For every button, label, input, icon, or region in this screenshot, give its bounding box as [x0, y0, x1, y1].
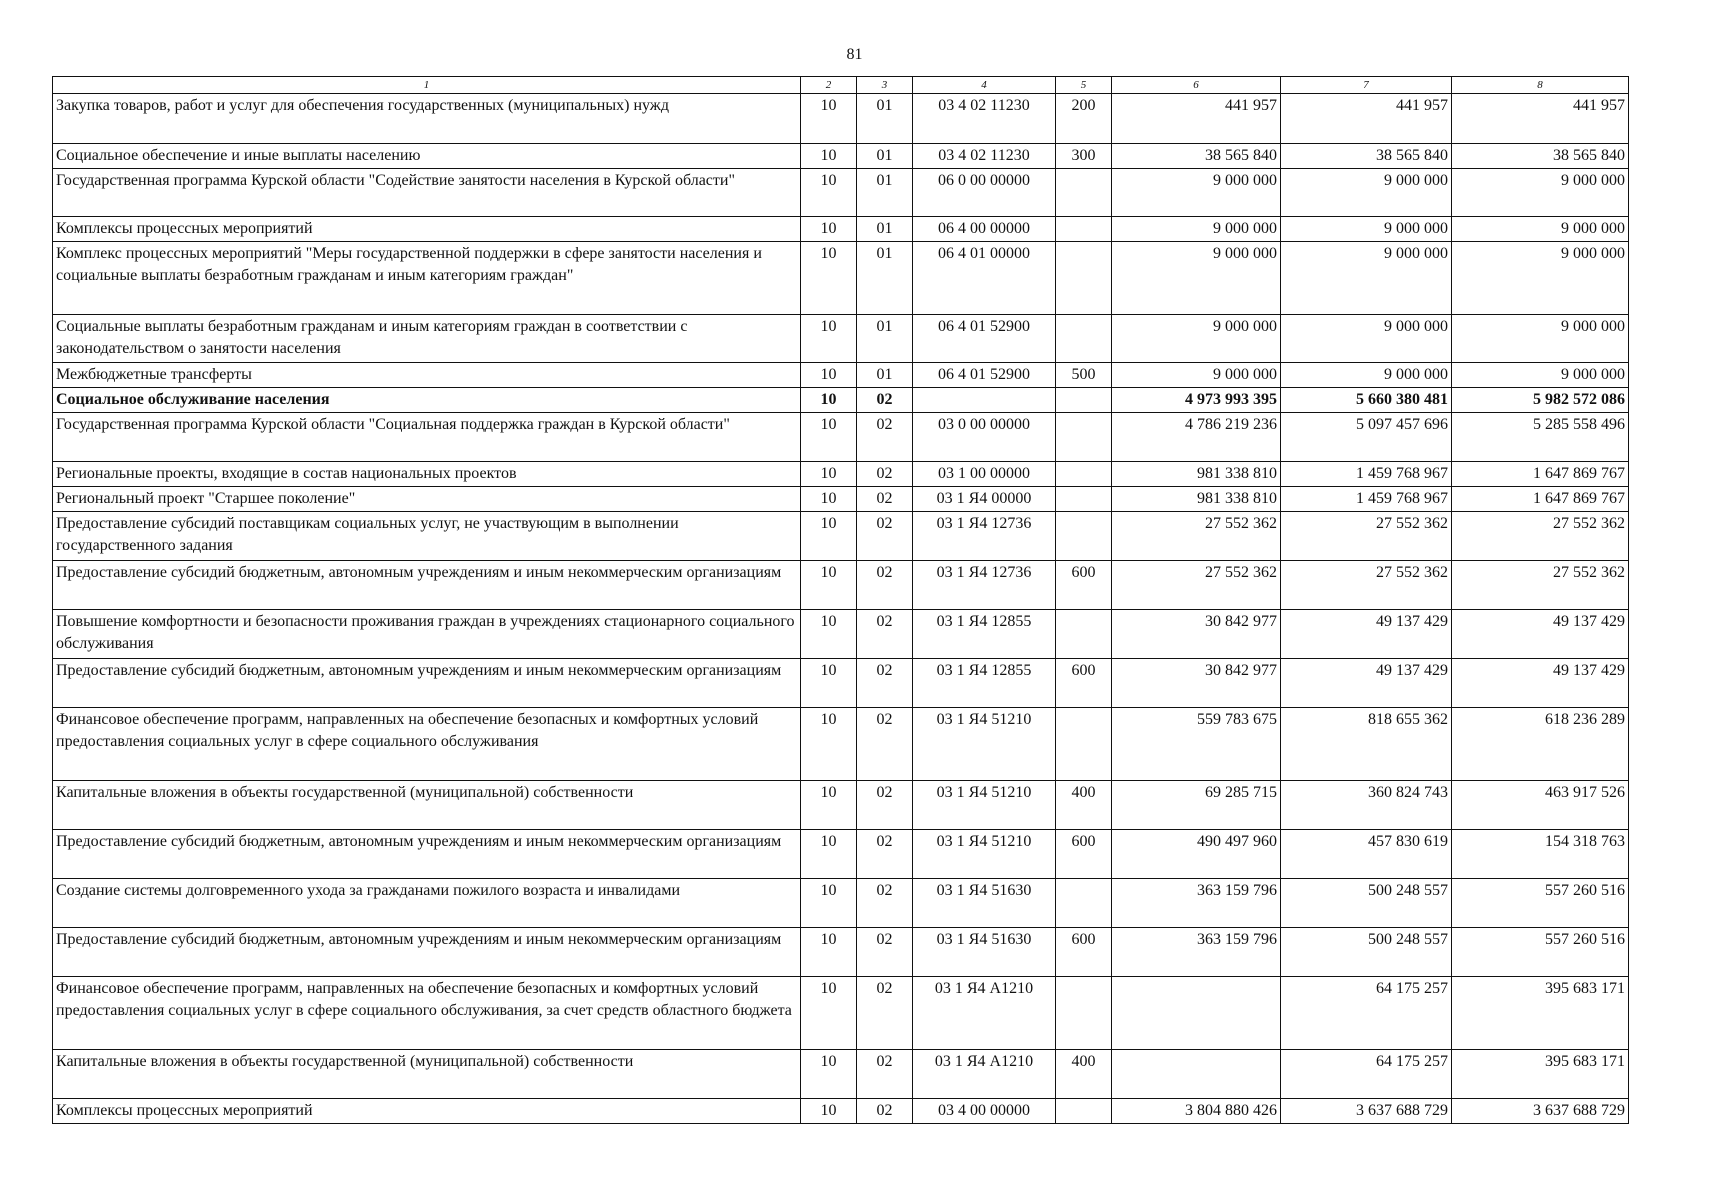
subsection-code: 02: [857, 487, 913, 512]
target-article-code: 06 4 01 00000: [913, 242, 1056, 315]
expense-type-code: 600: [1056, 561, 1112, 610]
expense-type-code: 300: [1056, 144, 1112, 169]
section-code: 10: [801, 413, 857, 462]
table-row: [53, 1050, 1629, 1099]
table-row: [53, 561, 1629, 610]
amount-col-6: 9 000 000: [1112, 315, 1281, 363]
column-header: 7: [1281, 77, 1452, 94]
target-article-code: 03 1 Я4 51210: [913, 781, 1056, 830]
item-name: Государственная программа Курской области "Содействие занятости населения в Курской области": [53, 169, 801, 217]
expense-type-code: [1056, 512, 1112, 561]
column-header: 8: [1452, 77, 1629, 94]
amount-col-7: 9 000 000: [1281, 363, 1452, 388]
item-name: Межбюджетные трансферты: [53, 363, 801, 388]
item-name: Предоставление субсидий бюджетным, автономным учреждениям и иным некоммерческим организациям: [53, 659, 801, 708]
expense-type-code: [1056, 487, 1112, 512]
section-code: 10: [801, 928, 857, 977]
section-code: 10: [801, 169, 857, 217]
item-name: Капитальные вложения в объекты государственной (муниципальной) собственности: [53, 1050, 801, 1099]
section-code: 10: [801, 94, 857, 144]
page-number: 81: [846, 46, 863, 63]
item-name: Региональные проекты, входящие в состав национальных проектов: [53, 462, 801, 487]
expense-type-code: 600: [1056, 659, 1112, 708]
target-article-code: 06 4 01 52900: [913, 363, 1056, 388]
subsection-code: 02: [857, 1099, 913, 1124]
target-article-code: 03 1 Я4 А1210: [913, 1050, 1056, 1099]
amount-col-6: 363 159 796: [1112, 879, 1281, 928]
item-name: Комплекс процессных мероприятий "Меры государственной поддержки в сфере занятости населения и социальные выплаты безработным гражданам и иным категориям граждан": [53, 242, 801, 315]
target-article-code: 03 1 Я4 51630: [913, 879, 1056, 928]
table-row: [53, 144, 1629, 169]
item-name: Создание системы долговременного ухода за гражданами пожилого возраста и инвалидами: [53, 879, 801, 928]
item-name: Социальные выплаты безработным гражданам и иным категориям граждан в соответствии с законодательством о занятости населения: [53, 315, 801, 363]
subsection-code: 02: [857, 830, 913, 879]
amount-col-6: 4 786 219 236: [1112, 413, 1281, 462]
amount-col-8: 9 000 000: [1452, 242, 1629, 315]
amount-col-6: 559 783 675: [1112, 708, 1281, 781]
table-header-row: [53, 77, 1629, 94]
section-code: 10: [801, 363, 857, 388]
table-row: [53, 830, 1629, 879]
subsection-code: 01: [857, 169, 913, 217]
subsection-code: 01: [857, 363, 913, 388]
amount-col-6: 981 338 810: [1112, 487, 1281, 512]
expense-type-code: 200: [1056, 94, 1112, 144]
target-article-code: 03 1 Я4 51210: [913, 830, 1056, 879]
amount-col-6: 9 000 000: [1112, 217, 1281, 242]
section-code: 10: [801, 561, 857, 610]
item-name: Социальное обслуживание населения: [53, 388, 801, 413]
amount-col-7: 5 660 380 481: [1281, 388, 1452, 413]
amount-col-7: 9 000 000: [1281, 169, 1452, 217]
target-article-code: 03 1 Я4 12736: [913, 561, 1056, 610]
amount-col-8: 5 982 572 086: [1452, 388, 1629, 413]
amount-col-7: 500 248 557: [1281, 928, 1452, 977]
item-name: Предоставление субсидий бюджетным, автономным учреждениям и иным некоммерческим организациям: [53, 928, 801, 977]
target-article-code: 03 1 Я4 51210: [913, 708, 1056, 781]
amount-col-8: 9 000 000: [1452, 363, 1629, 388]
expense-type-code: [1056, 388, 1112, 413]
subsection-code: 02: [857, 462, 913, 487]
amount-col-7: 27 552 362: [1281, 561, 1452, 610]
item-name: Повышение комфортности и безопасности проживания граждан в учреждениях стационарного социального обслуживания: [53, 610, 801, 659]
expense-type-code: [1056, 708, 1112, 781]
subsection-code: 01: [857, 217, 913, 242]
expense-type-code: [1056, 610, 1112, 659]
item-name: Капитальные вложения в объекты государственной (муниципальной) собственности: [53, 781, 801, 830]
section-code: 10: [801, 1099, 857, 1124]
subsection-code: 01: [857, 144, 913, 169]
subsection-code: 02: [857, 928, 913, 977]
item-name: Государственная программа Курской области "Социальная поддержка граждан в Курской области": [53, 413, 801, 462]
amount-col-8: 395 683 171: [1452, 1050, 1629, 1099]
expense-type-code: [1056, 169, 1112, 217]
column-header: 4: [913, 77, 1056, 94]
table-row: [53, 928, 1629, 977]
expense-type-code: [1056, 217, 1112, 242]
amount-col-8: 9 000 000: [1452, 169, 1629, 217]
amount-col-7: 441 957: [1281, 94, 1452, 144]
amount-col-6: 38 565 840: [1112, 144, 1281, 169]
section-code: 10: [801, 781, 857, 830]
table-row: [53, 388, 1629, 413]
amount-col-6: 30 842 977: [1112, 659, 1281, 708]
expense-type-code: 400: [1056, 781, 1112, 830]
target-article-code: [913, 388, 1056, 413]
target-article-code: 03 4 02 11230: [913, 94, 1056, 144]
expense-type-code: [1056, 242, 1112, 315]
target-article-code: 03 1 Я4 12855: [913, 610, 1056, 659]
amount-col-8: 395 683 171: [1452, 977, 1629, 1050]
expense-type-code: 600: [1056, 830, 1112, 879]
item-name: Комплексы процессных мероприятий: [53, 1099, 801, 1124]
target-article-code: 03 4 02 11230: [913, 144, 1056, 169]
section-code: 10: [801, 388, 857, 413]
amount-col-8: 5 285 558 496: [1452, 413, 1629, 462]
amount-col-8: 3 637 688 729: [1452, 1099, 1629, 1124]
table-row: [53, 610, 1629, 659]
amount-col-6: 69 285 715: [1112, 781, 1281, 830]
amount-col-6: 981 338 810: [1112, 462, 1281, 487]
amount-col-7: 1 459 768 967: [1281, 487, 1452, 512]
column-header: 1: [53, 77, 801, 94]
item-name: Комплексы процессных мероприятий: [53, 217, 801, 242]
section-code: 10: [801, 315, 857, 363]
table-row: [53, 977, 1629, 1050]
amount-col-8: 27 552 362: [1452, 561, 1629, 610]
amount-col-8: 38 565 840: [1452, 144, 1629, 169]
amount-col-8: 618 236 289: [1452, 708, 1629, 781]
table-row: [53, 363, 1629, 388]
amount-col-7: 457 830 619: [1281, 830, 1452, 879]
amount-col-8: 9 000 000: [1452, 315, 1629, 363]
column-header: 3: [857, 77, 913, 94]
table-row: [53, 512, 1629, 561]
expense-type-code: 600: [1056, 928, 1112, 977]
amount-col-6: 490 497 960: [1112, 830, 1281, 879]
section-code: 10: [801, 977, 857, 1050]
amount-col-7: 49 137 429: [1281, 659, 1452, 708]
item-name: Предоставление субсидий бюджетным, автономным учреждениям и иным некоммерческим организациям: [53, 830, 801, 879]
target-article-code: 03 1 Я4 00000: [913, 487, 1056, 512]
expense-type-code: [1056, 977, 1112, 1050]
amount-col-6: 441 957: [1112, 94, 1281, 144]
table-row: [53, 413, 1629, 462]
amount-col-6: 9 000 000: [1112, 169, 1281, 217]
amount-col-8: 463 917 526: [1452, 781, 1629, 830]
table-row: [53, 879, 1629, 928]
section-code: 10: [801, 487, 857, 512]
subsection-code: 01: [857, 94, 913, 144]
column-header: 6: [1112, 77, 1281, 94]
section-code: 10: [801, 1050, 857, 1099]
section-code: 10: [801, 610, 857, 659]
amount-col-6: 4 973 993 395: [1112, 388, 1281, 413]
target-article-code: 03 0 00 00000: [913, 413, 1056, 462]
amount-col-8: 1 647 869 767: [1452, 462, 1629, 487]
item-name: Социальное обеспечение и иные выплаты населению: [53, 144, 801, 169]
amount-col-8: 27 552 362: [1452, 512, 1629, 561]
amount-col-7: 64 175 257: [1281, 977, 1452, 1050]
section-code: 10: [801, 242, 857, 315]
subsection-code: 02: [857, 879, 913, 928]
amount-col-8: 441 957: [1452, 94, 1629, 144]
expense-type-code: [1056, 413, 1112, 462]
subsection-code: 02: [857, 1050, 913, 1099]
expense-type-code: 400: [1056, 1050, 1112, 1099]
table-row: [53, 217, 1629, 242]
subsection-code: 02: [857, 413, 913, 462]
table-row: [53, 462, 1629, 487]
amount-col-7: 500 248 557: [1281, 879, 1452, 928]
target-article-code: 03 1 00 00000: [913, 462, 1056, 487]
subsection-code: 01: [857, 242, 913, 315]
subsection-code: 02: [857, 781, 913, 830]
amount-col-6: 9 000 000: [1112, 363, 1281, 388]
amount-col-7: 38 565 840: [1281, 144, 1452, 169]
expense-type-code: [1056, 315, 1112, 363]
amount-col-7: 64 175 257: [1281, 1050, 1452, 1099]
section-code: 10: [801, 708, 857, 781]
item-name: Региональный проект "Старшее поколение": [53, 487, 801, 512]
amount-col-6: 27 552 362: [1112, 561, 1281, 610]
amount-col-8: 557 260 516: [1452, 879, 1629, 928]
expense-type-code: [1056, 879, 1112, 928]
amount-col-7: 9 000 000: [1281, 315, 1452, 363]
amount-col-7: 5 097 457 696: [1281, 413, 1452, 462]
subsection-code: 02: [857, 977, 913, 1050]
amount-col-7: 9 000 000: [1281, 217, 1452, 242]
table-row: [53, 487, 1629, 512]
amount-col-6: 9 000 000: [1112, 242, 1281, 315]
amount-col-6: 30 842 977: [1112, 610, 1281, 659]
subsection-code: 01: [857, 315, 913, 363]
target-article-code: 03 1 Я4 12736: [913, 512, 1056, 561]
amount-col-6: 27 552 362: [1112, 512, 1281, 561]
amount-col-7: 3 637 688 729: [1281, 1099, 1452, 1124]
expense-type-code: [1056, 462, 1112, 487]
amount-col-7: 818 655 362: [1281, 708, 1452, 781]
item-name: Финансовое обеспечение программ, направленных на обеспечение безопасных и комфортных условий предоставления социальных услуг в сфере социального обслуживания: [53, 708, 801, 781]
subsection-code: 02: [857, 388, 913, 413]
column-header: 5: [1056, 77, 1112, 94]
table-row: [53, 242, 1629, 315]
item-name: Закупка товаров, работ и услуг для обеспечения государственных (муниципальных) нужд: [53, 94, 801, 144]
amount-col-7: 360 824 743: [1281, 781, 1452, 830]
subsection-code: 02: [857, 659, 913, 708]
table-row: [53, 708, 1629, 781]
item-name: Предоставление субсидий бюджетным, автономным учреждениям и иным некоммерческим организациям: [53, 561, 801, 610]
amount-col-6: 363 159 796: [1112, 928, 1281, 977]
amount-col-8: 1 647 869 767: [1452, 487, 1629, 512]
amount-col-6: 3 804 880 426: [1112, 1099, 1281, 1124]
amount-col-8: 49 137 429: [1452, 659, 1629, 708]
expense-type-code: 500: [1056, 363, 1112, 388]
budget-table: [52, 76, 1629, 1124]
amount-col-8: 557 260 516: [1452, 928, 1629, 977]
item-name: Финансовое обеспечение программ, направленных на обеспечение безопасных и комфортных условий предоставления социальных услуг в сфере социального обслуживания, за счет средств областного бюджета: [53, 977, 801, 1050]
target-article-code: 06 4 01 52900: [913, 315, 1056, 363]
table-row: [53, 781, 1629, 830]
amount-col-7: 27 552 362: [1281, 512, 1452, 561]
target-article-code: 03 1 Я4 51630: [913, 928, 1056, 977]
section-code: 10: [801, 217, 857, 242]
section-code: 10: [801, 659, 857, 708]
amount-col-8: 9 000 000: [1452, 217, 1629, 242]
amount-col-7: 49 137 429: [1281, 610, 1452, 659]
subsection-code: 02: [857, 561, 913, 610]
amount-col-8: 154 318 763: [1452, 830, 1629, 879]
amount-col-8: 49 137 429: [1452, 610, 1629, 659]
amount-col-6: [1112, 977, 1281, 1050]
amount-col-6: [1112, 1050, 1281, 1099]
table-row: [53, 1099, 1629, 1124]
subsection-code: 02: [857, 610, 913, 659]
table-row: [53, 315, 1629, 363]
section-code: 10: [801, 879, 857, 928]
table-row: [53, 94, 1629, 144]
target-article-code: 03 1 Я4 А1210: [913, 977, 1056, 1050]
section-code: 10: [801, 144, 857, 169]
section-code: 10: [801, 830, 857, 879]
target-article-code: 06 4 00 00000: [913, 217, 1056, 242]
item-name: Предоставление субсидий поставщикам социальных услуг, не участвующим в выполнении государственного задания: [53, 512, 801, 561]
expense-type-code: [1056, 1099, 1112, 1124]
subsection-code: 02: [857, 512, 913, 561]
subsection-code: 02: [857, 708, 913, 781]
target-article-code: 03 1 Я4 12855: [913, 659, 1056, 708]
section-code: 10: [801, 512, 857, 561]
amount-col-7: 9 000 000: [1281, 242, 1452, 315]
amount-col-7: 1 459 768 967: [1281, 462, 1452, 487]
table-row: [53, 659, 1629, 708]
target-article-code: 06 0 00 00000: [913, 169, 1056, 217]
column-header: 2: [801, 77, 857, 94]
section-code: 10: [801, 462, 857, 487]
target-article-code: 03 4 00 00000: [913, 1099, 1056, 1124]
table-row: [53, 169, 1629, 217]
